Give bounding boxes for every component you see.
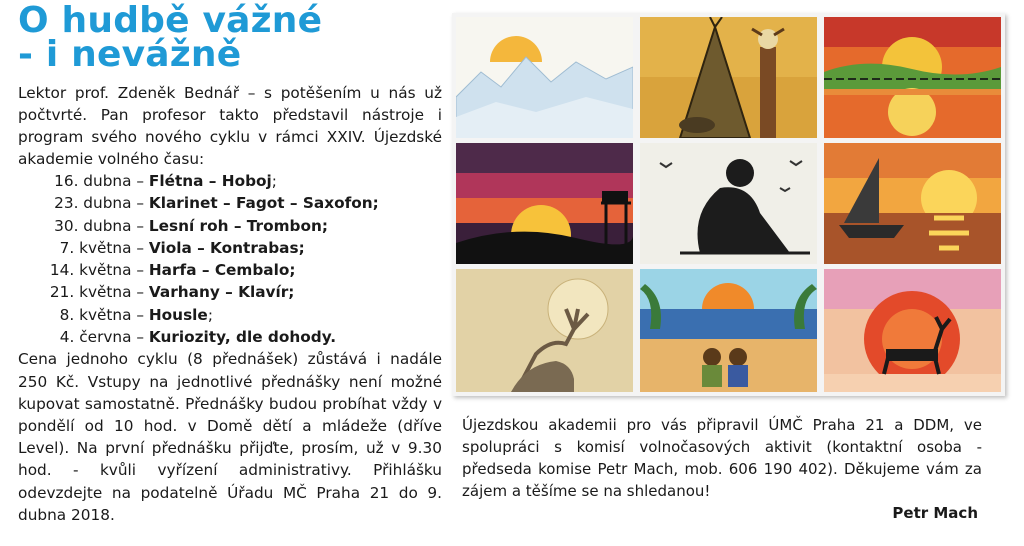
article-intro: Lektor prof. Zdeněk Bednář – s potěšením u nás už počtvrté. Pan profesor takto představil nástroje i program svého nového cyklu v rámci XXIV. Újezdské akademie volného času:	[18, 84, 442, 168]
lecture-schedule	[18, 170, 442, 348]
children-beach-sunset-drawing	[640, 269, 817, 392]
schedule-item: 23. dubna – Klarinet – Fagot – Saxofon;	[54, 194, 379, 213]
headline-line-1: O hudbě vážné	[18, 0, 323, 41]
article-headline	[18, 0, 442, 75]
tipi-totem-drawing	[640, 17, 817, 138]
sunset-reflection-drawing	[824, 17, 1001, 138]
schedule-item: 7. května – Viola – Kontrabas;	[59, 238, 305, 257]
deer-red-sunset-drawing	[824, 269, 1001, 392]
article-details: Cena jednoho cyklu (8 přednášek) zůstává i nadále 250 Kč. Vstupy na jednotlivé přednášky není možné kupovat samostatně. Přednášky budou probíhat vždy v pondělí od 10 hod. v Domě dětí a mládeže (dříve Level). Na první přednášku přijďte, prosím, už v 9.30 hod. - kvůli vyřízení administrativy. Přihlášku odevzdejte na podatelně Úřadu MČ Praha 21 do 9. dubna 2018.	[18, 350, 442, 524]
schedule-item: 8. května – Housle;	[59, 305, 213, 324]
schedule-item: 30. dubna – Lesní roh – Trombon;	[54, 216, 329, 235]
drawings-gallery	[452, 13, 1005, 396]
deer-moon-drawing	[456, 269, 633, 392]
gallery-caption: Újezdskou akademii pro vás připravil ÚMČ Praha 21 a DDM, ve spolupráci s komisí volnočasových aktivit (kontaktní osoba - předseda komise Petr Mach, mob. 606 190 402). Děkujeme vám za zájem a těšíme se na shledanou!	[462, 416, 982, 500]
schedule-item: 4. června – Kuriozity, dle dohody.	[59, 328, 337, 347]
watchtower-sunset-drawing	[456, 143, 633, 264]
schedule-item: 21. května – Varhany – Klavír;	[49, 283, 295, 302]
sailboat-sunset-drawing	[824, 143, 1001, 264]
sitting-figure-silhouette-drawing	[640, 143, 817, 264]
article-author: Petr Mach	[892, 504, 978, 522]
mountain-sunrise-drawing	[456, 17, 633, 138]
headline-line-2: - i nevážně	[18, 34, 242, 75]
schedule-item: 14. května – Harfa – Cembalo;	[49, 261, 296, 280]
article-column	[18, 0, 442, 526]
schedule-item: 16. dubna – Flétna – Hoboj;	[54, 172, 277, 190]
